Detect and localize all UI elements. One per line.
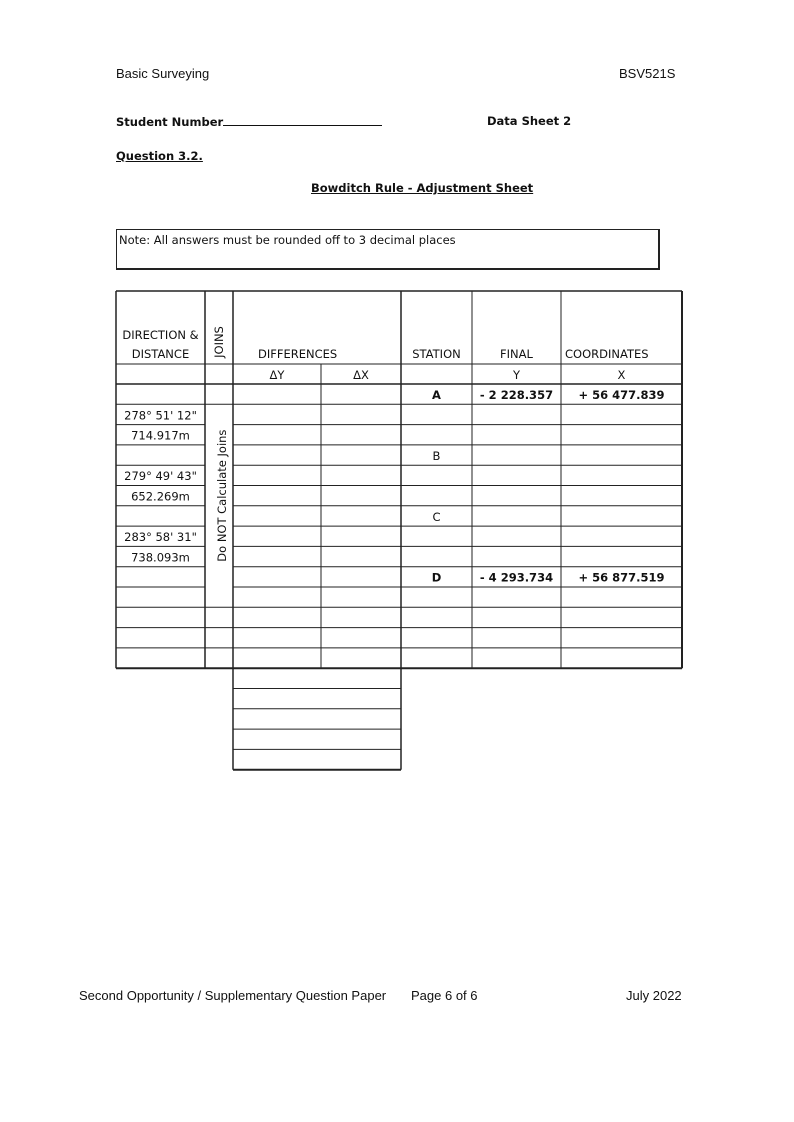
question-label: Question 3.2. bbox=[116, 149, 203, 163]
station-name: C bbox=[432, 509, 441, 524]
leg-direction: 283° 58' 31" bbox=[124, 530, 197, 545]
header-distance: DISTANCE bbox=[131, 347, 190, 361]
station-name: B bbox=[432, 448, 441, 463]
leg-distance: 738.093m bbox=[131, 550, 190, 565]
header-direction: DIRECTION & bbox=[122, 328, 199, 342]
station-name: D bbox=[431, 570, 442, 585]
station-final-x: + 56 477.839 bbox=[578, 388, 665, 402]
header-delta-x: ΔX bbox=[353, 368, 369, 382]
header-x: X bbox=[617, 368, 626, 382]
table-grid bbox=[116, 291, 682, 770]
header-coordinates: COORDINATES bbox=[565, 347, 649, 361]
course-code: BSV521S bbox=[619, 66, 676, 81]
course-name: Basic Surveying bbox=[116, 66, 210, 81]
leg-distance: 714.917m bbox=[131, 428, 190, 443]
header-station: STATION bbox=[412, 347, 461, 361]
sheet-title: Bowditch Rule - Adjustment Sheet bbox=[311, 181, 534, 195]
leg-direction: 279° 49' 43" bbox=[124, 469, 197, 484]
leg-distance: 652.269m bbox=[131, 489, 190, 504]
header-y: Y bbox=[512, 368, 521, 382]
footer-date: July 2022 bbox=[626, 988, 682, 1003]
data-sheet-label: Data Sheet 2 bbox=[487, 114, 572, 128]
student-number-label-text: Student Number bbox=[116, 115, 224, 129]
station-name: A bbox=[432, 388, 441, 402]
joins-note: Do NOT Calculate Joins bbox=[215, 429, 229, 562]
header-joins: JOINS bbox=[212, 326, 226, 358]
header-final: FINAL bbox=[500, 347, 533, 361]
footer-paper: Second Opportunity / Supplementary Question Paper bbox=[79, 988, 387, 1003]
station-final-y: - 4 293.734 bbox=[479, 570, 554, 585]
note-text: Note: All answers must be rounded off to 3 decimal places bbox=[119, 233, 456, 247]
station-final-x: + 56 877.519 bbox=[578, 570, 665, 585]
header-differences: DIFFERENCES bbox=[258, 347, 338, 361]
station-final-y: - 2 228.357 bbox=[479, 388, 554, 402]
footer-page: Page 6 of 6 bbox=[411, 988, 478, 1003]
leg-direction: 278° 51' 12" bbox=[124, 408, 197, 423]
header-delta-y: ΔY bbox=[269, 368, 285, 382]
